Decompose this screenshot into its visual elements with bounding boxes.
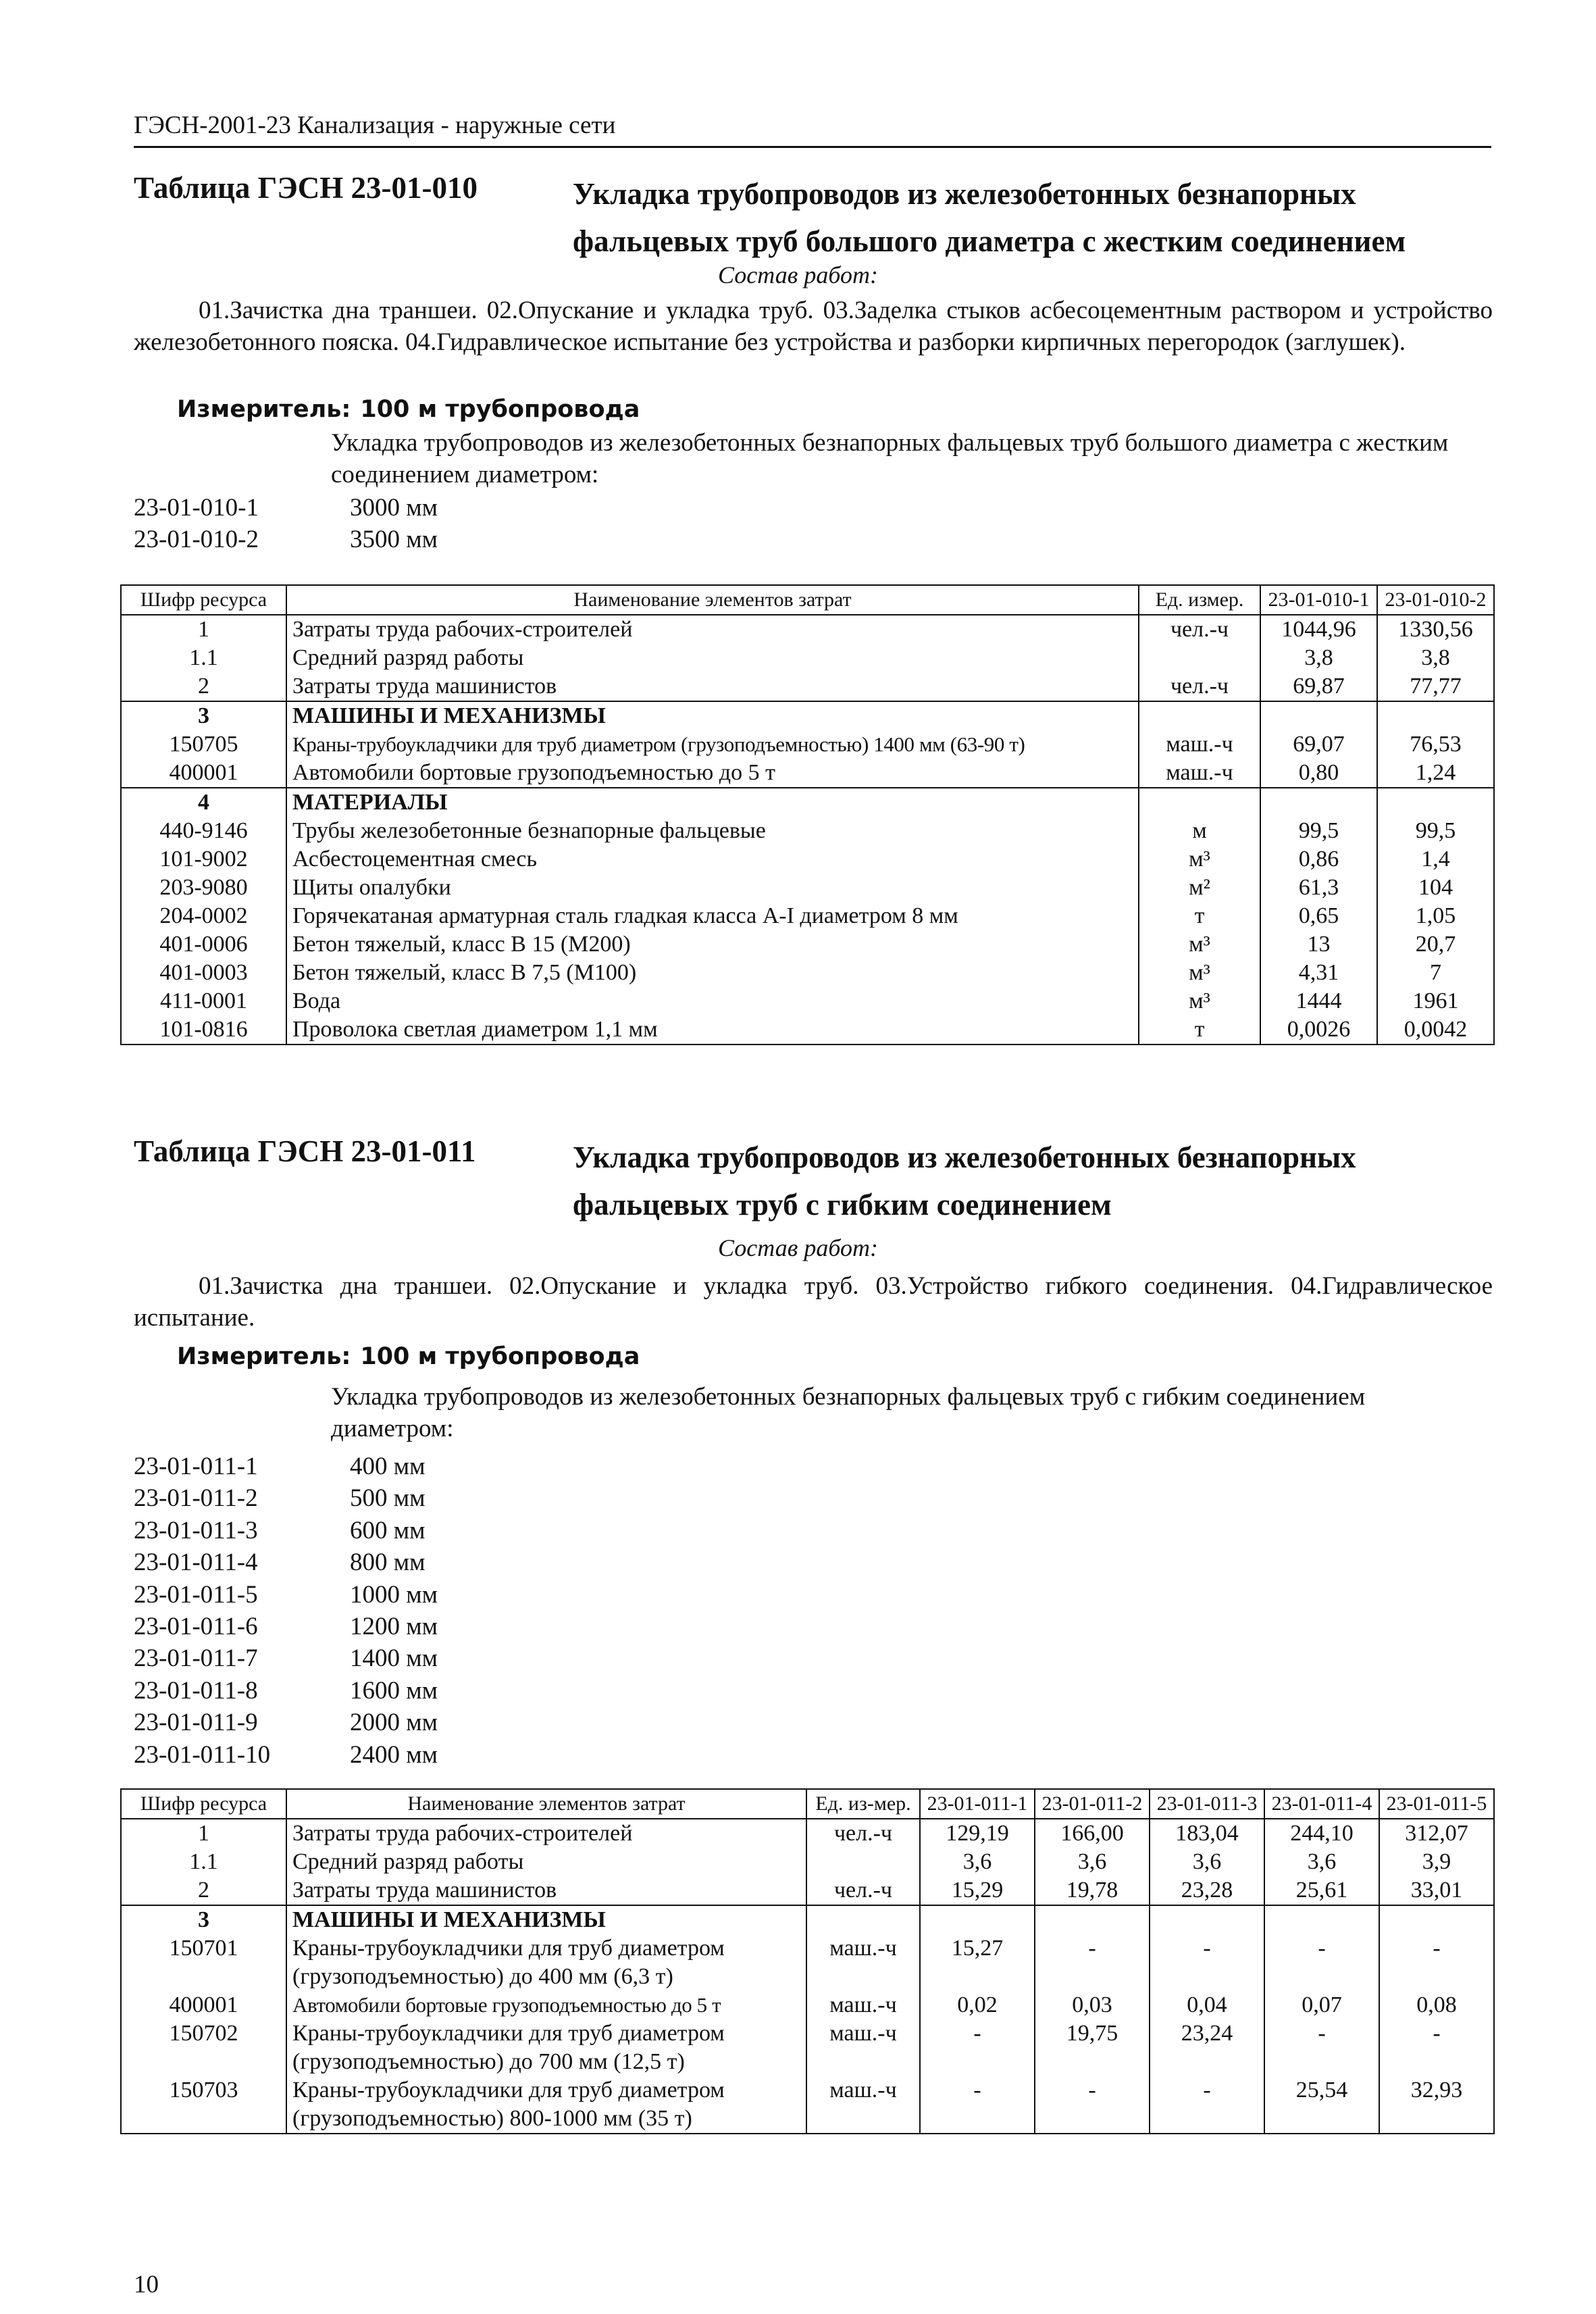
table1-sostav-label: Состав работ: (718, 261, 878, 288)
table-row (121, 701, 1494, 730)
cell-value: - (1264, 1934, 1379, 1991)
cell-value: 33,01 (1379, 1876, 1494, 1905)
cell-value: 15,27 (920, 1934, 1035, 1991)
cell-value: 23,28 (1150, 1876, 1264, 1905)
cell-value (1260, 701, 1377, 730)
table1-code-row (134, 524, 438, 555)
cell-name: МАТЕРИАЛЫ (286, 788, 1139, 817)
table2-sostav-text: 01.Зачистка дна траншеи. 02.Опускание и укладка труб. 03.Устройство гибкого соединения. 04.Гидравлическое испытание. (134, 1272, 1493, 1332)
cell-value: 7 (1377, 959, 1494, 987)
cell-code: 150703 (121, 2076, 286, 2134)
table-row (121, 1848, 1494, 1876)
cell-value: 0,08 (1379, 1991, 1494, 2019)
running-header: ГЭСН-2001-23 Канализация - наружные сети (134, 111, 616, 139)
code: 23-01-011-7 (134, 1644, 258, 1673)
col-header-value: 23-01-010-1 (1260, 585, 1377, 615)
cell-name: МАШИНЫ И МЕХАНИЗМЫ (286, 701, 1139, 730)
cell-unit: т (1139, 902, 1260, 930)
table-row (121, 730, 1494, 759)
table2-code-row (134, 1739, 438, 1771)
cell-value: 99,5 (1260, 817, 1377, 845)
table2-code-row (134, 1451, 426, 1482)
table2-sostav-label: Состав работ: (718, 1234, 878, 1261)
cell-value: 3,9 (1379, 1848, 1494, 1876)
cell-value (1377, 788, 1494, 817)
cell-value (920, 1905, 1035, 1934)
cell-value: 19,78 (1035, 1876, 1150, 1905)
cell-name: Трубы железобетонные безнапорные фальцевые (286, 817, 1139, 845)
cell-value: - (1379, 1934, 1494, 1991)
table2-izmeritel (177, 1343, 640, 1370)
cell-unit (1139, 644, 1260, 672)
cell-unit: маш.-ч (1139, 759, 1260, 788)
col-header-value: 23-01-011-2 (1035, 1789, 1150, 1819)
table2-code-row (134, 1675, 438, 1707)
table2-subject-line2: фальцевых труб с гибким соединением (573, 1188, 1112, 1222)
size: 500 мм (350, 1484, 426, 1513)
table1-subject (573, 170, 1505, 265)
cell-name: Вода (286, 987, 1139, 1015)
col-header-code: Шифр ресурса (121, 1789, 286, 1819)
cell-unit: маш.-ч (806, 2019, 920, 2076)
cell-name: Асбестоцементная смесь (286, 845, 1139, 874)
cell-value: 77,77 (1377, 672, 1494, 701)
cell-value (1379, 1905, 1494, 1934)
table-row (121, 644, 1494, 672)
table1-sostav-text: 01.Зачистка дна траншеи. 02.Опускание и укладка труб. 03.Заделка стыков асбесоцементным раствором и устройство железобетонного пояска. 04.Гидравлическое испытание без устройства и разборки кирпичных перегородок (заглушек). (134, 297, 1493, 356)
cell-value: 183,04 (1150, 1819, 1264, 1848)
cell-value: - (1035, 2076, 1150, 2134)
table2-subject (573, 1134, 1505, 1228)
table2-label: Таблица ГЭСН 23-01-011 (134, 1134, 476, 1168)
table-row (121, 1991, 1494, 2019)
col-header-value: 23-01-011-3 (1150, 1789, 1264, 1819)
table-row (121, 615, 1494, 644)
cell-name: Бетон тяжелый, класс В 15 (М200) (286, 930, 1139, 959)
cell-value: 76,53 (1377, 730, 1494, 759)
cell-value: 25,54 (1264, 2076, 1379, 2134)
size: 600 мм (350, 1516, 426, 1544)
cell-value: - (1035, 1934, 1150, 1991)
table-row (121, 759, 1494, 788)
cell-value: 3,8 (1377, 644, 1494, 672)
cell-value: 1,05 (1377, 902, 1494, 930)
cell-name: Бетон тяжелый, класс В 7,5 (М100) (286, 959, 1139, 987)
cell-code: 101-0816 (121, 1015, 286, 1045)
page-number: 10 (134, 2271, 159, 2298)
col-header-value: 23-01-011-1 (920, 1789, 1035, 1819)
code: 23-01-010-1 (134, 494, 259, 522)
table2-subject-line1: Укладка трубопроводов из железобетонных безнапорных (573, 1140, 1356, 1174)
cell-value: - (920, 2076, 1035, 2134)
cell-value: 129,19 (920, 1819, 1035, 1848)
cell-value: 1330,56 (1377, 615, 1494, 644)
table2-code-row (134, 1515, 426, 1546)
code: 23-01-011-8 (134, 1676, 258, 1705)
cell-unit: м (1139, 817, 1260, 845)
table-row (121, 959, 1494, 987)
code: 23-01-010-2 (134, 526, 259, 553)
table2-code-row (134, 1482, 426, 1514)
cell-name: Щиты опалубки (286, 874, 1139, 902)
table2-code-row (134, 1642, 438, 1674)
cell-name: Затраты труда машинистов (286, 672, 1139, 701)
cell-value (1035, 1905, 1150, 1934)
header-rule (134, 146, 1491, 148)
cell-value: 0,86 (1260, 845, 1377, 874)
cell-value: - (920, 2019, 1035, 2076)
cell-value: 0,0042 (1377, 1015, 1494, 1045)
cell-unit: чел.-ч (806, 1876, 920, 1905)
table-row (121, 2019, 1494, 2076)
cell-name: Горячекатаная арматурная сталь гладкая класса А-I диаметром 8 мм (286, 902, 1139, 930)
cell-value: 104 (1377, 874, 1494, 902)
col-header-name: Наименование элементов затрат (286, 585, 1139, 615)
cell-value: 312,07 (1379, 1819, 1494, 1848)
cell-value: 0,65 (1260, 902, 1377, 930)
cell-value: - (1379, 2019, 1494, 2076)
size: 1200 мм (350, 1613, 438, 1640)
cell-code: 1 (121, 1819, 286, 1848)
col-header-value: 23-01-011-4 (1264, 1789, 1379, 1819)
cell-name: Краны-трубоукладчики для труб диаметром (грузоподъемностью) до 700 мм (12,5 т) (286, 2019, 806, 2076)
cell-value: 1044,96 (1260, 615, 1377, 644)
col-header-value: 23-01-010-2 (1377, 585, 1494, 615)
cell-unit: чел.-ч (1139, 615, 1260, 644)
size: 1400 мм (350, 1644, 438, 1673)
table-row (121, 1905, 1494, 1934)
cell-value: 32,93 (1379, 2076, 1494, 2134)
cell-code: 440-9146 (121, 817, 286, 845)
table1-label: Таблица ГЭСН 23-01-010 (134, 171, 478, 205)
table-row (121, 987, 1494, 1015)
table2-description: Укладка трубопроводов из железобетонных безнапорных фальцевых труб с гибким соединением диаметром: (331, 1383, 1366, 1442)
table2-izmeritel-value: 100 м трубопровода (360, 1343, 640, 1370)
cell-value (1377, 701, 1494, 730)
table1-code-row (134, 492, 438, 524)
cell-unit: м³ (1139, 959, 1260, 987)
table-row (121, 1876, 1494, 1905)
cell-code: 2 (121, 1876, 286, 1905)
table-row (121, 1015, 1494, 1045)
cell-value (1264, 1905, 1379, 1934)
table-row (121, 845, 1494, 874)
col-header-unit: Ед. из-мер. (806, 1789, 920, 1819)
table-row (121, 874, 1494, 902)
cell-value: 166,00 (1035, 1819, 1150, 1848)
cell-value: 1,24 (1377, 759, 1494, 788)
table2-code-row (134, 1546, 426, 1578)
col-header-code: Шифр ресурса (121, 585, 286, 615)
cell-value: 61,3 (1260, 874, 1377, 902)
cell-value: 69,07 (1260, 730, 1377, 759)
cell-unit: чел.-ч (806, 1819, 920, 1848)
cell-name: Затраты труда рабочих-строителей (286, 615, 1139, 644)
cell-value: 1444 (1260, 987, 1377, 1015)
cell-unit: м² (1139, 874, 1260, 902)
cell-value: - (1150, 1934, 1264, 1991)
cell-value: 0,0026 (1260, 1015, 1377, 1045)
cell-code: 411-0001 (121, 987, 286, 1015)
cell-value: 4,31 (1260, 959, 1377, 987)
cell-name: Краны-трубоукладчики для труб диаметром (грузоподъемностью) 800-1000 мм (35 т) (286, 2076, 806, 2134)
cell-code: 1 (121, 615, 286, 644)
code: 23-01-011-5 (134, 1580, 258, 1609)
cell-value: 23,24 (1150, 2019, 1264, 2076)
cell-code: 1.1 (121, 1848, 286, 1876)
size: 2000 мм (350, 1709, 438, 1737)
table1-description: Укладка трубопроводов из железобетонных безнапорных фальцевых труб большого диаметра с жестким соединением диаметром: (331, 429, 1449, 488)
cell-value: 0,80 (1260, 759, 1377, 788)
cell-unit: м³ (1139, 845, 1260, 874)
cell-unit: т (1139, 1015, 1260, 1045)
code: 23-01-011-1 (134, 1453, 258, 1480)
size: 1000 мм (350, 1580, 438, 1609)
cell-value: - (1150, 2076, 1264, 2134)
cell-value: 0,04 (1150, 1991, 1264, 2019)
table1-izmeritel-label: Измеритель: (177, 396, 351, 423)
cell-value: 3,6 (1150, 1848, 1264, 1876)
cell-unit: чел.-ч (1139, 672, 1260, 701)
table1-subject-line1: Укладка трубопроводов из железобетонных безнапорных (573, 177, 1356, 211)
table-row (121, 672, 1494, 701)
cell-value: 0,07 (1264, 1991, 1379, 2019)
cell-code: 1.1 (121, 644, 286, 672)
cell-value: 3,6 (920, 1848, 1035, 1876)
col-header-name: Наименование элементов затрат (286, 1789, 806, 1819)
table1-izmeritel (177, 396, 640, 423)
table2-izmeritel-label: Измеритель: (177, 1343, 351, 1370)
code: 23-01-011-9 (134, 1709, 258, 1737)
cell-value (1150, 1905, 1264, 1934)
cell-value: - (1264, 2019, 1379, 2076)
code: 23-01-011-10 (134, 1740, 271, 1769)
cell-value: 0,03 (1035, 1991, 1150, 2019)
cell-unit: м³ (1139, 930, 1260, 959)
table-row (121, 902, 1494, 930)
col-header-unit: Ед. измер. (1139, 585, 1260, 615)
code: 23-01-011-6 (134, 1613, 258, 1640)
cell-code: 150702 (121, 2019, 286, 2076)
cell-value: 3,6 (1035, 1848, 1150, 1876)
cell-name: Затраты труда рабочих-строителей (286, 1819, 806, 1848)
cell-unit: маш.-ч (806, 2076, 920, 2134)
cell-code: 400001 (121, 759, 286, 788)
table2-code-row (134, 1579, 438, 1611)
cell-unit (806, 1848, 920, 1876)
cell-value: 20,7 (1377, 930, 1494, 959)
cell-code: 2 (121, 672, 286, 701)
cell-unit: м³ (1139, 987, 1260, 1015)
cell-code: 150705 (121, 730, 286, 759)
table2-code-row (134, 1707, 438, 1738)
cell-value: 19,75 (1035, 2019, 1150, 2076)
cell-code: 3 (121, 701, 286, 730)
size: 400 мм (350, 1453, 426, 1480)
cell-code: 203-9080 (121, 874, 286, 902)
cell-unit: маш.-ч (1139, 730, 1260, 759)
cell-value (1260, 788, 1377, 817)
cell-code: 101-9002 (121, 845, 286, 874)
cell-code: 401-0003 (121, 959, 286, 987)
cell-value: 99,5 (1377, 817, 1494, 845)
table-header-row (121, 585, 1494, 615)
cell-name: Автомобили бортовые грузоподъемностью до 5 т (286, 1991, 806, 2019)
cell-code: 150701 (121, 1934, 286, 1991)
table-row (121, 2076, 1494, 2134)
cell-value: 13 (1260, 930, 1377, 959)
cell-code: 400001 (121, 1991, 286, 2019)
table-row (121, 930, 1494, 959)
cell-name: Затраты труда машинистов (286, 1876, 806, 1905)
cell-value: 1,4 (1377, 845, 1494, 874)
cell-name: Краны-трубоукладчики для труб диаметром (грузоподъемностью) до 400 мм (6,3 т) (286, 1934, 806, 1991)
size: 3500 мм (350, 526, 438, 553)
size: 800 мм (350, 1549, 426, 1577)
table-row (121, 817, 1494, 845)
cell-unit: маш.-ч (806, 1991, 920, 2019)
table-row (121, 1819, 1494, 1848)
col-header-value: 23-01-011-5 (1379, 1789, 1494, 1819)
cell-value: 15,29 (920, 1876, 1035, 1905)
cell-value: 3,6 (1264, 1848, 1379, 1876)
cell-code: 3 (121, 1905, 286, 1934)
cell-name: Проволока светлая диаметром 1,1 мм (286, 1015, 1139, 1045)
cell-code: 401-0006 (121, 930, 286, 959)
size: 1600 мм (350, 1676, 438, 1705)
table2-resources (120, 1788, 1495, 2134)
cell-value: 69,87 (1260, 672, 1377, 701)
cell-value: 25,61 (1264, 1876, 1379, 1905)
table-row (121, 788, 1494, 817)
table1-resources (120, 584, 1495, 1045)
cell-value: 3,8 (1260, 644, 1377, 672)
cell-unit (806, 1905, 920, 1934)
cell-unit (1139, 788, 1260, 817)
code: 23-01-011-3 (134, 1516, 258, 1544)
cell-code: 204-0002 (121, 902, 286, 930)
cell-value: 244,10 (1264, 1819, 1379, 1848)
table1-subject-line2: фальцевых труб большого диаметра с жестким соединением (573, 224, 1406, 258)
table-row (121, 1934, 1494, 1991)
cell-value: 1961 (1377, 987, 1494, 1015)
cell-code: 4 (121, 788, 286, 817)
cell-name: Краны-трубоукладчики для труб диаметром (грузоподъемностью) 1400 мм (63-90 т) (286, 730, 1139, 759)
code: 23-01-011-4 (134, 1549, 258, 1577)
cell-value: 0,02 (920, 1991, 1035, 2019)
table2-code-row (134, 1611, 438, 1642)
cell-unit (1139, 701, 1260, 730)
size: 2400 мм (350, 1740, 438, 1769)
cell-name: Средний разряд работы (286, 1848, 806, 1876)
table-header-row (121, 1789, 1494, 1819)
table1-izmeritel-value: 100 м трубопровода (360, 396, 640, 423)
cell-unit: маш.-ч (806, 1934, 920, 1991)
cell-name: Автомобили бортовые грузоподъемностью до 5 т (286, 759, 1139, 788)
cell-name: Средний разряд работы (286, 644, 1139, 672)
code: 23-01-011-2 (134, 1484, 258, 1513)
size: 3000 мм (350, 494, 438, 522)
cell-name: МАШИНЫ И МЕХАНИЗМЫ (286, 1905, 806, 1934)
